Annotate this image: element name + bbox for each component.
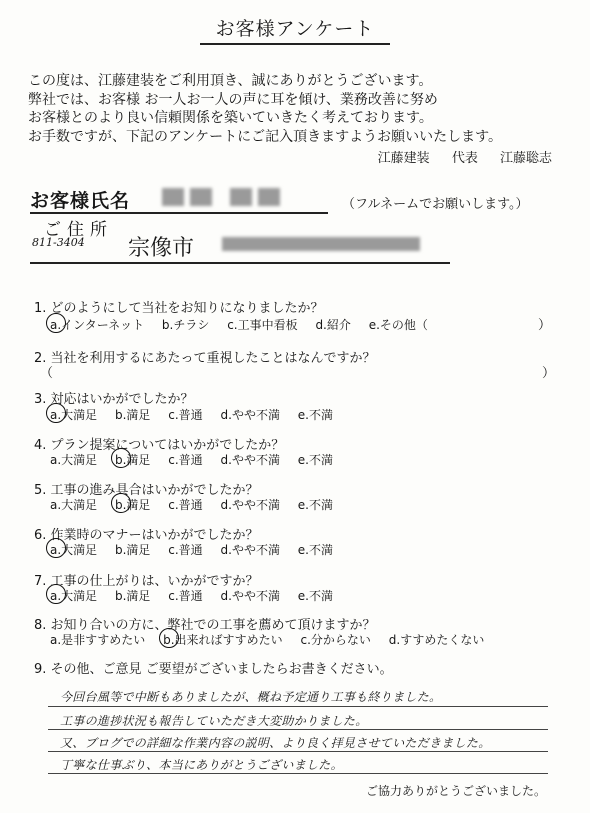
option[interactable]: b.満足 bbox=[115, 589, 151, 603]
option[interactable]: d.やや不満 bbox=[220, 543, 280, 557]
question-number: 5. bbox=[34, 483, 47, 498]
question-number: 9. bbox=[34, 662, 47, 677]
option[interactable]: b.満足 bbox=[115, 498, 151, 512]
option[interactable]: a.大満足 bbox=[50, 453, 98, 467]
option[interactable]: d.すすめたくない bbox=[388, 633, 485, 647]
question-text: プラン提案についてはいかがでしたか？ bbox=[50, 438, 285, 453]
option[interactable]: c.普通 bbox=[168, 453, 203, 467]
intro-text bbox=[28, 72, 573, 146]
option[interactable]: a.インターネット bbox=[50, 318, 145, 332]
comment-line: 丁寧な仕事ぶり、本当にありがとうございました。 bbox=[60, 758, 343, 772]
name-underline bbox=[30, 212, 328, 214]
question-number: 6. bbox=[34, 528, 47, 543]
question-6-options bbox=[50, 541, 347, 558]
option[interactable]: e.その他（ bbox=[368, 318, 428, 332]
customer-name-field[interactable] bbox=[160, 186, 320, 210]
question-number: 2. bbox=[34, 351, 47, 366]
option[interactable]: a.大満足 bbox=[50, 408, 98, 422]
redacted-block bbox=[222, 237, 420, 251]
option[interactable]: d.やや不満 bbox=[220, 408, 280, 422]
intro-line: お客様とのより良い信頼関係を築いていきたく考えております。 bbox=[28, 110, 433, 126]
option[interactable]: d.やや不満 bbox=[220, 589, 280, 603]
signature-name: 江藤聡志 bbox=[499, 151, 552, 166]
option[interactable]: b.出来ればすすめたい bbox=[163, 633, 283, 647]
comment-rule bbox=[48, 751, 548, 752]
redacted-block bbox=[230, 188, 252, 206]
option[interactable]: a.是非すすめたい bbox=[50, 633, 146, 647]
signature-title: 代表 bbox=[451, 151, 478, 166]
signature-company: 江藤建装 bbox=[377, 151, 430, 166]
redacted-block bbox=[258, 188, 280, 206]
close-paren: ） bbox=[542, 366, 556, 381]
question-text: その他、ご意見 ご要望がございましたらお書きください。 bbox=[50, 662, 393, 677]
comment-line: 工事の進捗状況も報告していただき大変助かりました。 bbox=[60, 714, 368, 728]
question-number: 1. bbox=[34, 301, 47, 316]
question-text: どのようにして当社をお知りになりましたか？ bbox=[50, 301, 324, 316]
open-paren: （ bbox=[40, 366, 54, 381]
option[interactable]: e.不満 bbox=[297, 453, 333, 467]
option[interactable]: d.やや不満 bbox=[220, 498, 280, 512]
question-text: 作業時のマナーはいかがでしたか？ bbox=[50, 528, 259, 543]
option[interactable]: d.紹介 bbox=[315, 318, 351, 332]
question-4-options bbox=[50, 451, 347, 468]
question-text: 当社を利用するにあたって重視したことはなんですか？ bbox=[50, 351, 376, 366]
option[interactable]: c.普通 bbox=[168, 589, 203, 603]
question-text: お知り合いの方に、弊社での工事を薦めて頂けますか？ bbox=[50, 618, 376, 633]
address-field[interactable] bbox=[222, 236, 422, 252]
option[interactable]: e.不満 bbox=[297, 408, 333, 422]
option[interactable]: e.不満 bbox=[297, 589, 333, 603]
question-number: 3. bbox=[34, 392, 47, 407]
redacted-block bbox=[190, 188, 212, 206]
question-3-options bbox=[50, 406, 347, 423]
option[interactable]: a.大満足 bbox=[50, 589, 98, 603]
address-underline bbox=[30, 262, 450, 264]
question-5-options bbox=[50, 496, 347, 513]
comment-line: 今回台風等で中断もありましたが、概ね予定通り工事も終りました。 bbox=[60, 690, 442, 704]
option[interactable]: c.普通 bbox=[168, 408, 203, 422]
option[interactable]: e.不満 bbox=[297, 498, 333, 512]
question-8-options bbox=[50, 631, 498, 648]
question-text: 対応はいかがでしたか？ bbox=[50, 392, 194, 407]
customer-name-label: お客様氏名 bbox=[30, 190, 131, 212]
option[interactable]: e.不満 bbox=[297, 543, 333, 557]
question-1 bbox=[34, 297, 324, 316]
address-city: 宗像市 bbox=[128, 236, 195, 261]
comment-line: 又、ブログでの詳細な作業内容の説明、より良く拝見させていただきました。 bbox=[60, 736, 491, 750]
option[interactable]: c.工事中看板 bbox=[227, 318, 298, 332]
option[interactable]: a.大満足 bbox=[50, 498, 98, 512]
option[interactable]: c.普通 bbox=[168, 543, 203, 557]
option[interactable]: b.満足 bbox=[115, 408, 151, 422]
question-7-options bbox=[50, 587, 347, 604]
comment-rule bbox=[48, 706, 548, 707]
question-number: 8. bbox=[34, 618, 47, 633]
signature bbox=[360, 147, 552, 166]
question-number: 4. bbox=[34, 438, 47, 453]
option[interactable]: b.満足 bbox=[115, 453, 151, 467]
name-note: （フルネームでお願いします。） bbox=[342, 197, 529, 212]
thanks-text: ご協力ありがとうございました。 bbox=[365, 784, 546, 798]
option[interactable]: a.大満足 bbox=[50, 543, 98, 557]
redacted-block bbox=[162, 188, 184, 206]
postal-code: 811-3404 bbox=[32, 236, 85, 249]
question-1-options bbox=[50, 316, 442, 333]
option[interactable]: d.やや不満 bbox=[220, 453, 280, 467]
intro-line: お手数ですが、下記のアンケートにご記入頂きますようお願いいたします。 bbox=[28, 128, 503, 145]
option[interactable]: c.普通 bbox=[168, 498, 203, 512]
address-label: ご住所 bbox=[44, 220, 113, 240]
question-9 bbox=[34, 658, 393, 677]
comment-rule bbox=[48, 729, 548, 730]
intro-line: 弊社では、お客様 お一人お一人の声に耳を傾け、業務改善に努め bbox=[28, 91, 438, 108]
intro-line: この度は、江藤建装をご利用頂き、誠にありがとうございます。 bbox=[28, 73, 433, 89]
option[interactable]: b.満足 bbox=[115, 543, 151, 557]
option[interactable]: b.チラシ bbox=[161, 318, 210, 332]
survey-title: お客様アンケート bbox=[200, 14, 390, 45]
close-paren: ） bbox=[538, 318, 552, 333]
question-2 bbox=[34, 347, 376, 366]
question-number: 7. bbox=[34, 574, 47, 589]
option[interactable]: c.分からない bbox=[300, 633, 371, 647]
comment-rule bbox=[48, 773, 548, 774]
question-text: 工事の進み具合はいかがでしたか？ bbox=[50, 483, 259, 498]
question-text: 工事の仕上がりは、いかがですか？ bbox=[50, 574, 259, 589]
